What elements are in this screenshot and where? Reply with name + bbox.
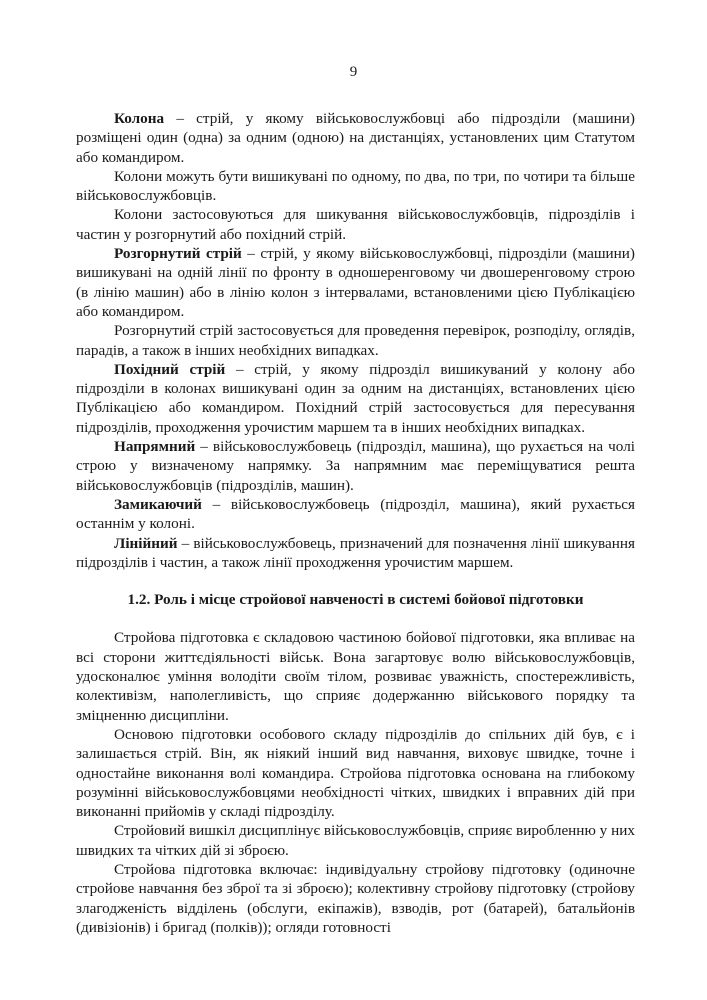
definition-term: Напрямний (114, 438, 196, 456)
section-paragraph: Стройова підготовка є складовою частиною бойової підготовки, яка впливає на всі сторони життєдіяльності військ. Вона загартовує волю військовослужбовців, удосконалює уміння володіти своїм тілом, розвиває уважність, спостережливість, колективізм, наполегливість, що сприяє додержанню військового порядку та зміцненню дисципліни. (76, 629, 635, 724)
paragraph (76, 321, 635, 360)
definition-term: Лінійний (114, 534, 178, 552)
section-paragraph: Стройовий вишкіл дисциплінує військовослужбовців, сприяє виробленню у них швидких та чітких дій зі зброєю. (76, 822, 635, 859)
definition-paragraph (76, 495, 635, 534)
paragraph (76, 167, 635, 206)
definition-text: – стрій, у якому військовослужбовці, підрозділи (машини) вишикувані на одній лінії по фронту в одношеренговому чи двошеренговому строю (в лінію машин) або в лінію колон з інтервалами, встановленими цією Публікацією або командиром. (76, 245, 635, 320)
paragraph-text: Колони можуть бути вишикувані по одному, по два, по три, по чотири та більше військовослужбовців. (76, 167, 635, 205)
definition-text: – стрій, у якому підрозділ вишикуваний у колону або підрозділи в колонах вишикувані один за одним на дистанціях, встановлених цією Публікацією або командиром. Похідний стрій застосовується для пересування підрозділів, проходження урочистим маршем та в інших необхідних випадках. (76, 360, 635, 436)
page-number: 9 (349, 64, 358, 80)
definition-text: – стрій, у якому військовослужбовці або підрозділи (машини) розміщені один (одна) за одним (одною) на дистанціях, установлених цим Статутом або командиром. (76, 110, 635, 166)
definition-text: – військовослужбовець, призначений для позначення лінії шикування підрозділів і частин, а також лінії проходження урочистим маршем. (76, 534, 635, 571)
page-body (76, 109, 635, 937)
definition-paragraph (76, 244, 635, 321)
definition-paragraph (76, 534, 635, 573)
section-paragraph: Стройова підготовка включає: індивідуальну стройову підготовку (одиночне стройове навчання без зброї та зі зброєю); колективну стройову підготовку (стройову злагодженість відділень (обслуги, екіпажів), взводів, рот (батарей), батальйонів (дивізіонів) і бригад (полків)); огляди готовності (76, 860, 635, 936)
definition-term: Замикаючий (114, 495, 202, 513)
definition-text: – військовослужбовець (підрозділ, машина), що рухається на чолі строю у визначеному напрямку. За напрямним має переміщуватися решта військовослужбовців (підрозділів, машин). (76, 438, 635, 494)
paragraph-text: Колони застосовуються для шикування військовослужбовців, підрозділів і частин у розгорнутий або похідний стрій. (76, 206, 635, 243)
definition-term: Розгорнутий стрій (114, 245, 242, 263)
definition-term: Колона (114, 110, 165, 127)
section-paragraph: Основою підготовки особового складу підрозділів до спільних дій був, є і залишається стрій. Він, як ніякий інший вид навчання, виховує швидке, точне і одностайне виконання волі командира. Стройова підготовка основана на глибокому розумінні військовослужбовцями необхідності чітких, швидких і вправних дій при виконанні прийомів у складі підрозділу. (76, 725, 635, 821)
definition-paragraph (76, 360, 635, 437)
paragraph (76, 205, 635, 244)
section-heading: 1.2. Роль і місце стройової навченості в системі бойової підготовки (127, 591, 584, 609)
definition-paragraph (76, 109, 635, 167)
paragraph-text: Розгорнутий стрій застосовується для проведення перевірок, розподілу, оглядів, парадів, а також в інших необхідних випадках. (76, 322, 635, 359)
definition-term: Похідний стрій (114, 360, 226, 378)
definition-text: – військовослужбовець (підрозділ, машина), який рухається останнім у колоні. (76, 495, 635, 533)
definition-paragraph (76, 437, 635, 495)
